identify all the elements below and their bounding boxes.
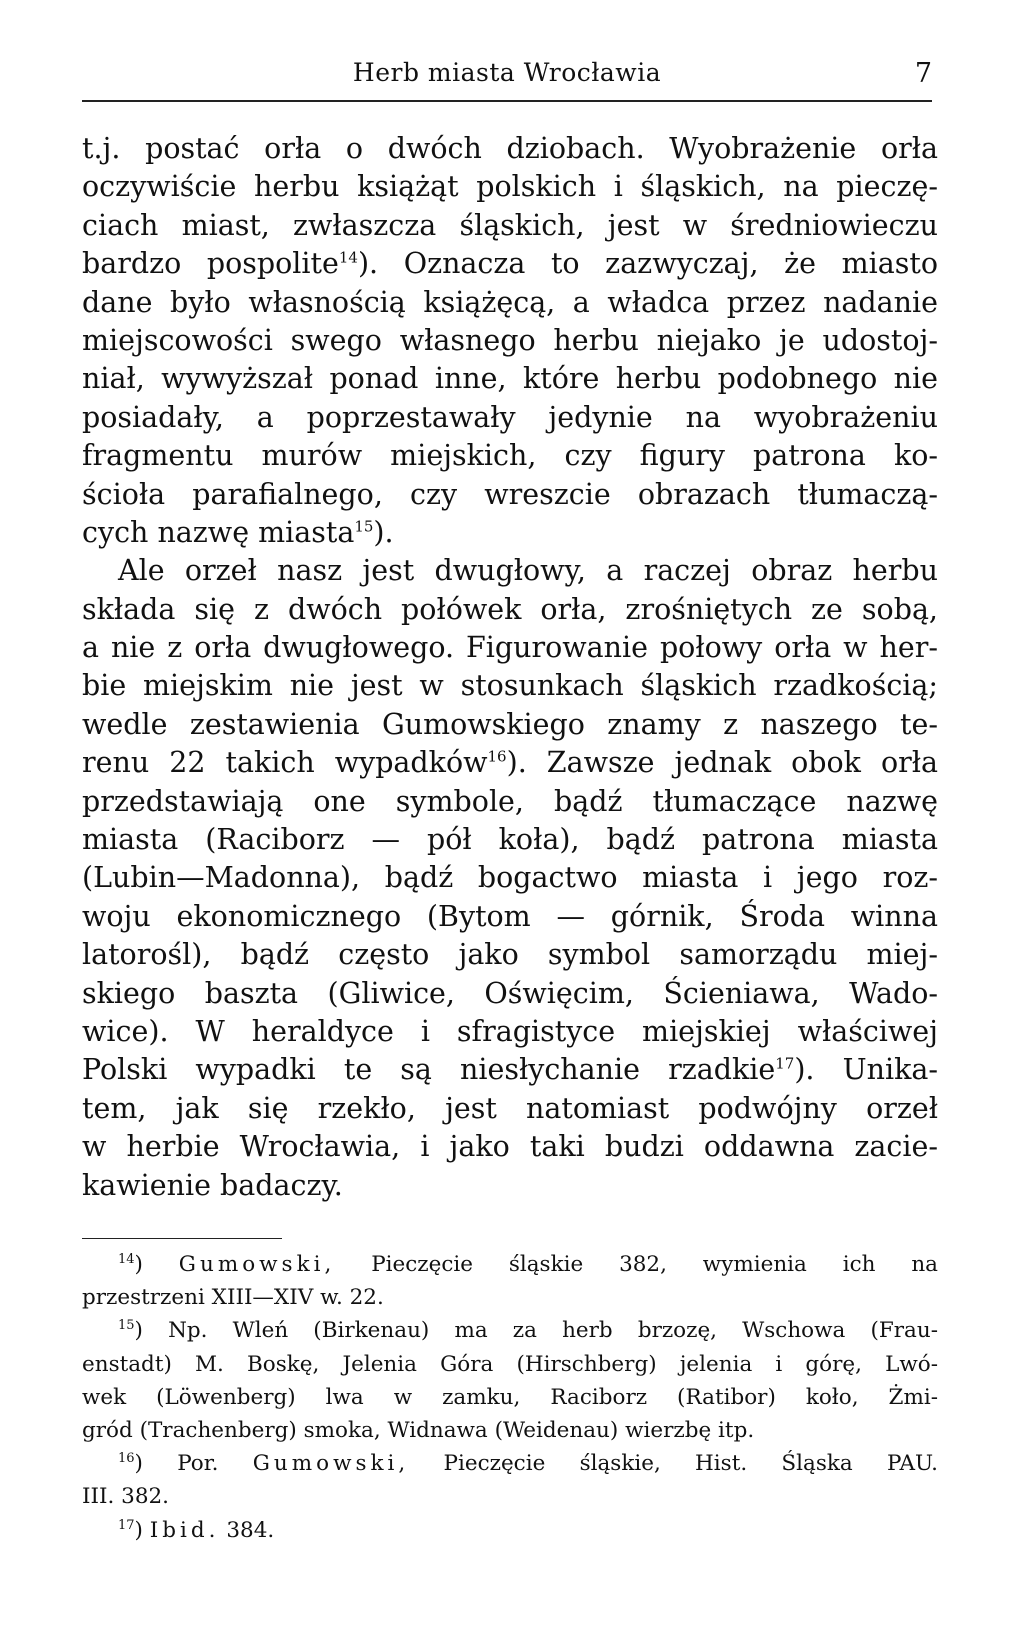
- text-line: miejscowości swego własnego herbu niejako je udostoj-: [82, 323, 938, 357]
- text-line: bie miejskim nie jest w stosunkach śląskich rzadkością;: [82, 669, 938, 703]
- text-segment: ). Unika-: [794, 1053, 938, 1087]
- footnote-text: Pieczęcie śląskie 382, wymienia ich na: [371, 1252, 938, 1277]
- main-text: [82, 130, 938, 1205]
- footnote-ref: 17: [775, 1054, 795, 1073]
- page-header: [82, 58, 932, 98]
- text-line: kawienie badaczy.: [82, 1168, 343, 1202]
- footnote-number: 17: [118, 1517, 135, 1533]
- footnote-text: wek (Löwenberg) lwa w zamku, Raciborz (Ratibor) koło, Żmi-: [82, 1384, 938, 1410]
- footnote-17: $^{17}$) Ibid. 384.: [118, 1517, 275, 1543]
- text-line: ciach miast, zwłaszcza śląskich, jest w średniowieczu: [82, 208, 938, 242]
- text-segment: ). Zawsze jednak obok orła: [506, 746, 938, 780]
- header-rule: [82, 100, 932, 102]
- footnote-prefix: Por.: [177, 1451, 219, 1477]
- footnote-separator: [82, 1238, 282, 1239]
- text-line: w herbie Wrocławia, i jako taki budzi oddawna zacie-: [82, 1130, 938, 1164]
- text-line: [82, 514, 938, 552]
- text-line: [82, 744, 938, 782]
- footnote-14: $^{14}$) Gumowski, Pieczęcie śląskie 382, wymienia ich na: [118, 1251, 938, 1277]
- text-line: skiego baszta (Gliwice, Oświęcim, Ścieniawa, Wado-: [82, 976, 938, 1010]
- text-line: fragmentu murów miejskich, czy figury patrona ko-: [82, 439, 938, 473]
- footnote-text: przestrzeni XIII—XIV w. 22.: [82, 1285, 384, 1311]
- running-title: Herb miasta Wrocławia: [352, 58, 662, 87]
- text-line: miasta (Raciborz — pół koła), bądź patrona miasta: [82, 823, 938, 857]
- footnote-number: 16: [118, 1450, 135, 1466]
- text-segment: Polski wypadki te są niesłychanie rzadkie: [82, 1053, 776, 1087]
- footnote-ref: 14: [338, 248, 358, 267]
- footnote-15: $^{15}$) Np. Wleń (Birkenau) ma za herb brzozę, Wschowa (Frau-: [118, 1318, 938, 1344]
- footnote-number: 15: [118, 1318, 135, 1334]
- text-line: t.j. postać orła o dwóch dziobach. Wyobrażenie orła: [82, 132, 938, 165]
- text-line: oczywiście herbu książąt polskich i śląskich, na pieczę-: [82, 170, 938, 204]
- footnote-text: enstadt) M. Boskę, Jelenia Góra (Hirschberg) jelenia i górę, Lwó-: [82, 1351, 938, 1377]
- text-segment: cych nazwę miasta: [82, 515, 355, 549]
- footnote-author: Gumowski,: [178, 1252, 336, 1277]
- text-segment: bardzo pospolite: [82, 247, 339, 281]
- text-line: Ale orzeł nasz jest dwugłowy, a raczej obraz herbu: [118, 554, 938, 588]
- text-segment: ). Oznacza to zazwyczaj, że miasto: [357, 247, 938, 281]
- text-line: tem, jak się rzekło, jest natomiast podwójny orzeł: [82, 1091, 938, 1125]
- text-line: dane było własnością książęcą, a władca przez nadanie: [82, 285, 938, 319]
- text-line: składa się z dwóch połówek orła, zrośniętych ze sobą,: [82, 592, 938, 626]
- footnote-text: 384.: [226, 1517, 275, 1543]
- text-line: przedstawiają one symbole, bądź tłumaczące nazwę: [82, 784, 938, 818]
- text-line: woju ekonomicznego (Bytom — górnik, Środa winna: [82, 899, 938, 933]
- footnotes: [82, 1248, 938, 1547]
- text-line: a nie z orła dwugłowego. Figurowanie połowy orła w her-: [82, 631, 938, 665]
- footnote-author: Gumowski,: [252, 1451, 410, 1477]
- footnote-text: Pieczęcie śląskie, Hist. Śląska PAU.: [443, 1451, 938, 1477]
- text-line: wedle zestawienia Gumowskiego znamy z naszego te-: [82, 707, 938, 741]
- footnote-ref: 16: [487, 747, 507, 766]
- footnote-number: 14: [118, 1251, 135, 1267]
- text-line: [82, 245, 938, 283]
- text-line: niał, wywyższał ponad inne, które herbu podobnego nie: [82, 362, 938, 396]
- page-number: 7: [914, 58, 932, 89]
- text-line: ścioła parafialnego, czy wreszcie obrazach tłumaczą-: [82, 477, 938, 511]
- text-line: wice). W heraldyce i sfragistyce miejskiej właściwej: [82, 1014, 938, 1048]
- footnote-ibid: Ibid.: [149, 1517, 220, 1543]
- text-segment: ).: [373, 515, 394, 549]
- text-line: posiadały, a poprzestawały jedynie na wyobrażeniu: [82, 400, 938, 434]
- footnote-text: III. 382.: [82, 1484, 170, 1510]
- footnote-16: $^{16}$) Por. Gumowski, Pieczęcie śląskie, Hist. Śląska PAU.: [118, 1450, 938, 1477]
- text-line: [82, 1051, 938, 1089]
- footnote-text: gród (Trachenberg) smoka, Widnawa (Weidenau) wierzbę itp.: [82, 1417, 755, 1443]
- text-line: (Lubin—Madonna), bądź bogactwo miasta i jego roz-: [82, 861, 938, 895]
- footnote-text: Np. Wleń (Birkenau) ma za herb brzozę, Wschowa (Frau-: [168, 1318, 938, 1344]
- text-segment: renu 22 takich wypadków: [82, 746, 488, 780]
- text-line: latorośl), bądź często jako symbol samorządu miej-: [82, 938, 938, 972]
- footnote-ref: 15: [354, 517, 374, 536]
